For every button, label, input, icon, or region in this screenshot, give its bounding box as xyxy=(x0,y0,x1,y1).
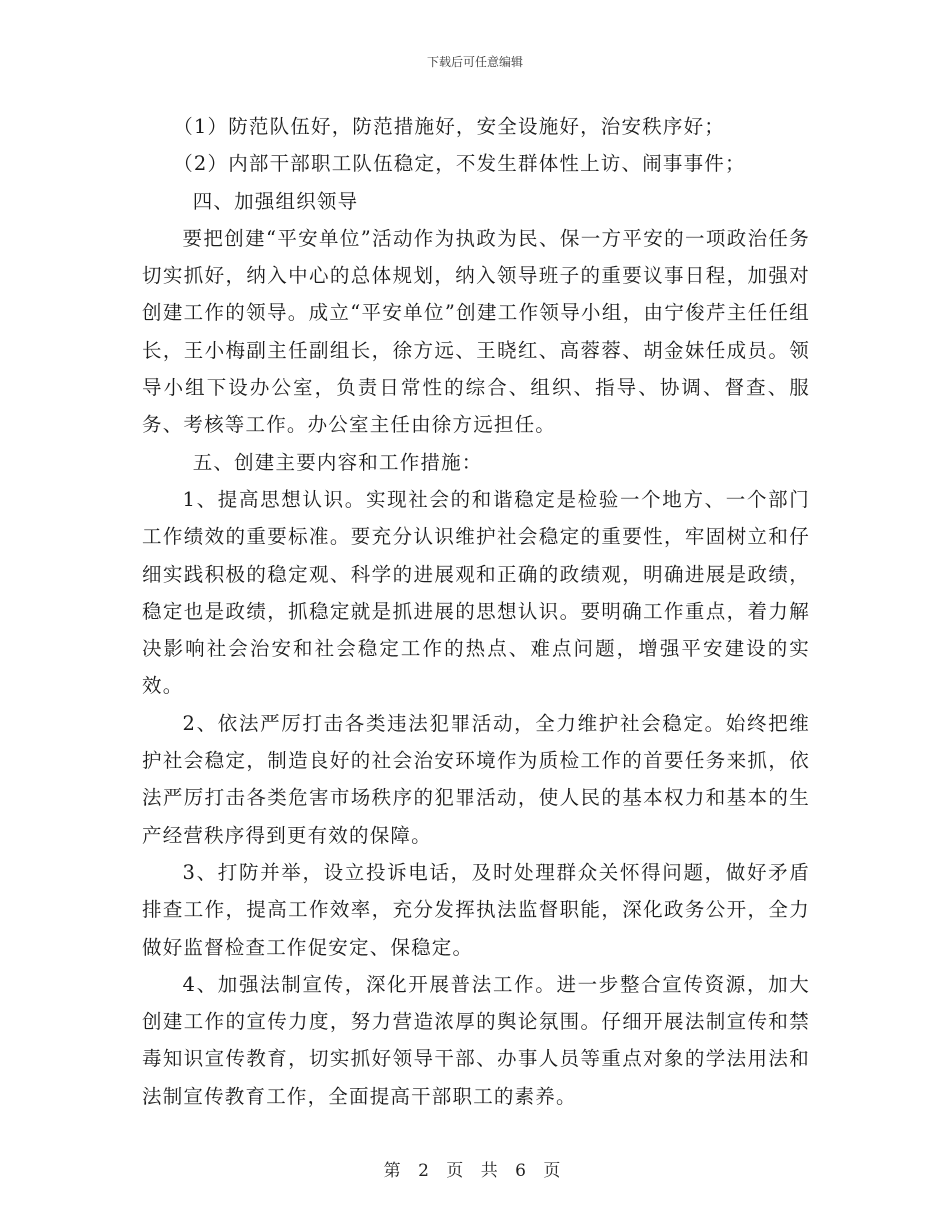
list-item-2: （2）内部干部职工队伍稳定，不发生群体性上访、闹事事件； xyxy=(173,152,746,176)
paragraph-measure-3: 3、打防并举，设立投诉电话，及时处理群众关怀得问题，做好矛盾排查工作，提高工作效率，充分发挥执法监督职能，深化政务公开，全力做好监督检查工作促安定、保稳定。 xyxy=(142,860,810,959)
section-heading-5: 五、创建主要内容和工作措施： xyxy=(192,450,483,474)
page-number-footer: 第 2 页 共 6 页 xyxy=(383,1161,567,1181)
paragraph-measure-1: 1、提高思想认识。实现社会的和谐稳定是检验一个地方、一个部门工作绩效的重要标准。要充分认识维护社会稳定的重要性，牢固树立和仔细实践积极的稳定观、科学的进展观和正确的政绩观，明确进展是政绩，稳定也是政绩，抓稳定就是抓进展的思想认识。要明确工作重点，着力解决影响社会治安和社会稳定工作的热点、难点问题，增强平安建设的实效。 xyxy=(142,487,810,698)
section-heading-4: 四、加强组织领导 xyxy=(192,189,359,213)
paragraph-leadership: 要把创建“平安单位”活动作为执政为民、保一方平安的一项政治任务切实抓好，纳入中心的总体规划，纳入领导班子的重要议事日程，加强对创建工作的领导。成立“平安单位”创建工作领导小组，由宁俊芹主任任组长，王小梅副主任副组长，徐方远、王晓红、高蓉蓉、胡金妹任成员。领导小组下设办公室，负责日常性的综合、组织、指导、协调、督查、服务、考核等工作。办公室主任由徐方远担任。 xyxy=(142,226,810,437)
paragraph-measure-2: 2、依法严厉打击各类违法犯罪活动，全力维护社会稳定。始终把维护社会稳定，制造良好的社会治安环境作为质检工作的首要任务来抓，依法严厉打击各类危害市场秩序的犯罪活动，使人民的基本权力和基本的生产经营秩序得到更有效的保障。 xyxy=(142,711,810,847)
list-item-1: （1）防范队伍好，防范措施好，安全设施好，治安秩序好； xyxy=(173,115,725,138)
paragraph-measure-4: 4、加强法制宣传，深化开展普法工作。进一步整合宣传资源，加大创建工作的宣传力度，努力营造浓厚的舆论氛围。仔细开展法制宣传和禁毒知识宣传教育，切实抓好领导干部、办事人员等重点对象的学法用法和法制宣传教育工作，全面提高干部职工的素养。 xyxy=(142,972,810,1108)
header-note: 下载后可任意编辑 xyxy=(426,55,523,69)
document-body xyxy=(142,108,810,1115)
